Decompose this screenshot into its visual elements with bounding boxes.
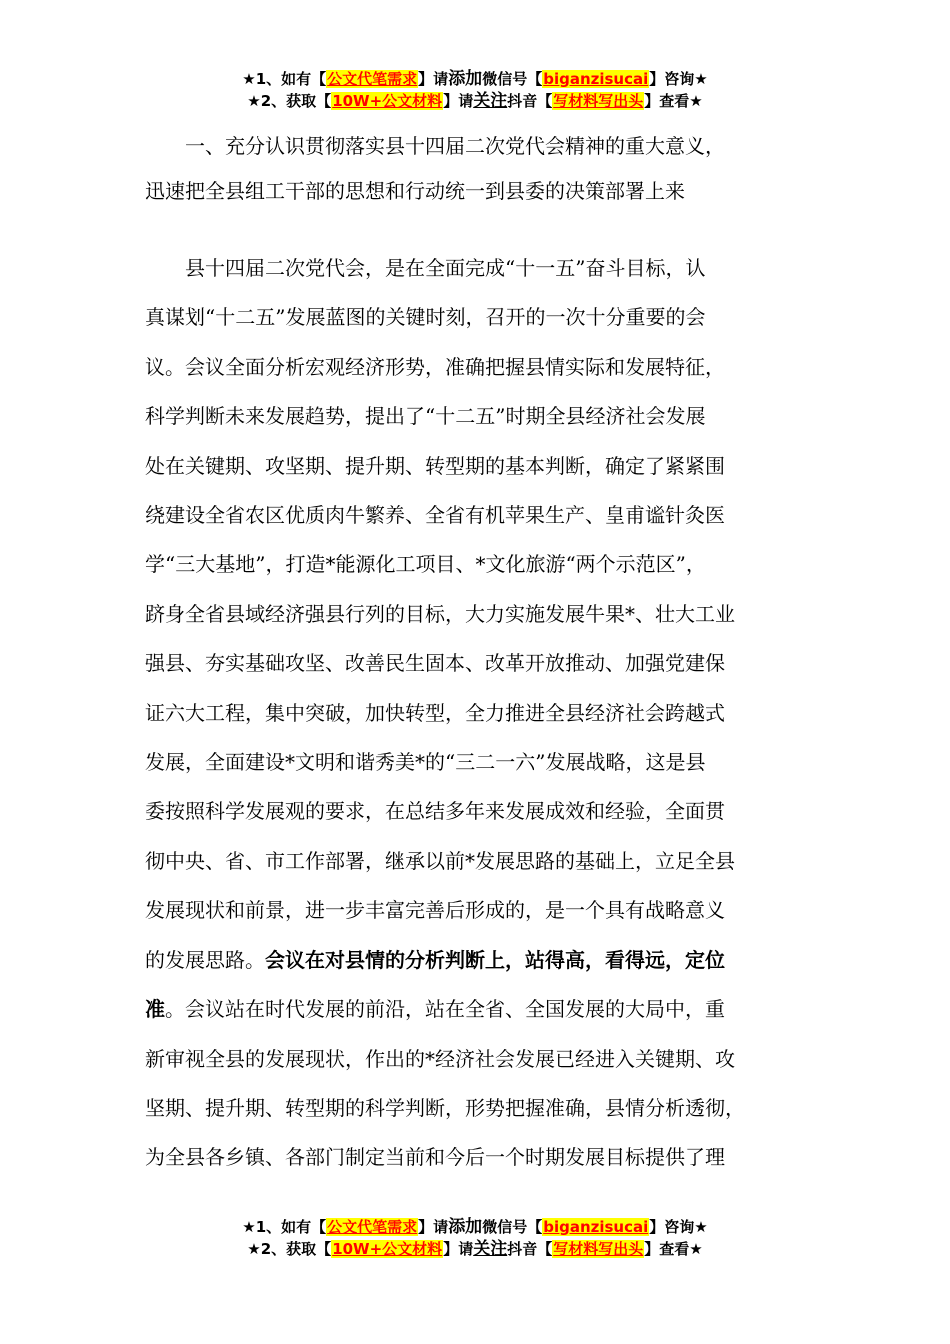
body-line: 议。会议全面分析宏观经济形势，准确把握县情实际和发展特征， <box>145 354 725 379</box>
body-line: 新审视全县的发展现状，作出的*经济社会发展已经进入关键期、攻 <box>145 1046 735 1071</box>
banner-text: ★2、获取【 <box>247 92 332 110</box>
banner-text: ★1、如有【 <box>242 1218 327 1236</box>
banner-text: 】请 <box>418 1218 449 1236</box>
banner-text: 微信号【 <box>482 1218 543 1236</box>
banner-text: 】请 <box>418 70 449 88</box>
body-line: 科学判断未来发展趋势，提出了“十二五”时期全县经济社会发展 <box>145 404 706 429</box>
highlight-service: 公文代笔需求 <box>327 70 418 88</box>
body-text: 的发展思路。 <box>145 947 265 972</box>
heading-line-2: 迅速把全县组工干部的思想和行动统一到县委的决策部署上来 <box>145 179 685 203</box>
banner-text: 】咨询★ <box>649 70 708 88</box>
highlight-wechat-id: biganzisucai <box>543 1218 649 1236</box>
body-line-mixed <box>145 936 817 985</box>
footer-banner <box>0 1216 950 1260</box>
body-line: 发展现状和前景，进一步丰富完善后形成的，是一个具有战略意义 <box>145 898 725 923</box>
body-line: 发展，全面建设*文明和谐秀美*的“三二一六”发展战略，这是县 <box>145 750 706 775</box>
body-line: 真谋划“十二五”发展蓝图的关键时刻，召开的一次十分重要的会 <box>145 305 706 330</box>
banner-text: 抖音【 <box>507 92 553 110</box>
banner-text: 】咨询★ <box>649 1218 708 1236</box>
banner-text: 微信号【 <box>482 70 543 88</box>
banner-text: ★1、如有【 <box>242 70 327 88</box>
heading-line-1: 一、充分认识贯彻落实县十四届二次党代会精神的重大意义， <box>185 134 725 158</box>
banner-line-1 <box>0 68 950 90</box>
highlight-materials: 10W+公文材料 <box>332 92 443 110</box>
banner-line-2 <box>0 90 950 112</box>
body-line: 县十四届二次党代会，是在全面完成“十一五”奋斗目标，认 <box>185 256 706 280</box>
banner-emphasis: 添加 <box>448 69 483 89</box>
body-emphasis: 会议在对县情的分析判断上，站得高，看得远，定位 <box>265 947 725 972</box>
highlight-service: 公文代笔需求 <box>327 1218 418 1236</box>
highlight-materials: 10W+公文材料 <box>332 1240 443 1258</box>
banner-line-1 <box>0 1216 950 1238</box>
body-text: 。会议站在时代发展的前沿，站在全省、全国发展的大局中，重 <box>165 997 725 1022</box>
banner-emphasis: 关注 <box>473 91 508 111</box>
banner-text: 】请 <box>443 92 474 110</box>
body-line: 学“三大基地”，打造*能源化工项目、*文化旅游“两个示范区”， <box>145 552 706 577</box>
body-line: 为全县各乡镇、各部门制定当前和今后一个时期发展目标提供了理 <box>145 1145 725 1170</box>
body-line: 委按照科学发展观的要求，在总结多年来发展成效和经验，全面贯 <box>145 799 725 824</box>
body-line: 强县、夯实基础攻坚、改善民生固本、改革开放推动、加强党建保 <box>145 651 725 676</box>
body-line: 绕建设全省农区优质肉牛繁养、全省有机苹果生产、皇甫谧针灸医 <box>145 503 725 528</box>
banner-line-2 <box>0 1238 950 1260</box>
header-banner <box>0 68 950 112</box>
body-line-mixed <box>145 985 817 1034</box>
highlight-wechat-id: biganzisucai <box>543 70 649 88</box>
banner-text: 抖音【 <box>507 1240 553 1258</box>
banner-text: 】请 <box>443 1240 474 1258</box>
body-line: 坚期、提升期、转型期的科学判断，形势把握准确，县情分析透彻， <box>145 1095 745 1120</box>
body-line: 处在关键期、攻坚期、提升期、转型期的基本判断，确定了紧紧围 <box>145 453 725 478</box>
banner-text: ★2、获取【 <box>247 1240 332 1258</box>
section-heading <box>145 124 810 214</box>
banner-emphasis: 添加 <box>448 1217 483 1237</box>
banner-text: 】查看★ <box>644 92 703 110</box>
highlight-douyin: 写材料写出头 <box>553 1240 644 1258</box>
body-line: 彻中央、省、市工作部署，继承以前*发展思路的基础上，立足全县 <box>145 848 735 873</box>
body-line: 证六大工程，集中突破，加快转型，全力推进全县经济社会跨越式 <box>145 700 725 725</box>
body-emphasis: 准 <box>145 997 165 1022</box>
body-paragraph <box>145 244 817 1183</box>
body-line: 跻身全省县域经济强县行列的目标，大力实施发展牛果*、壮大工业 <box>145 601 735 626</box>
banner-emphasis: 关注 <box>473 1239 508 1259</box>
banner-text: 】查看★ <box>644 1240 703 1258</box>
highlight-douyin: 写材料写出头 <box>553 92 644 110</box>
